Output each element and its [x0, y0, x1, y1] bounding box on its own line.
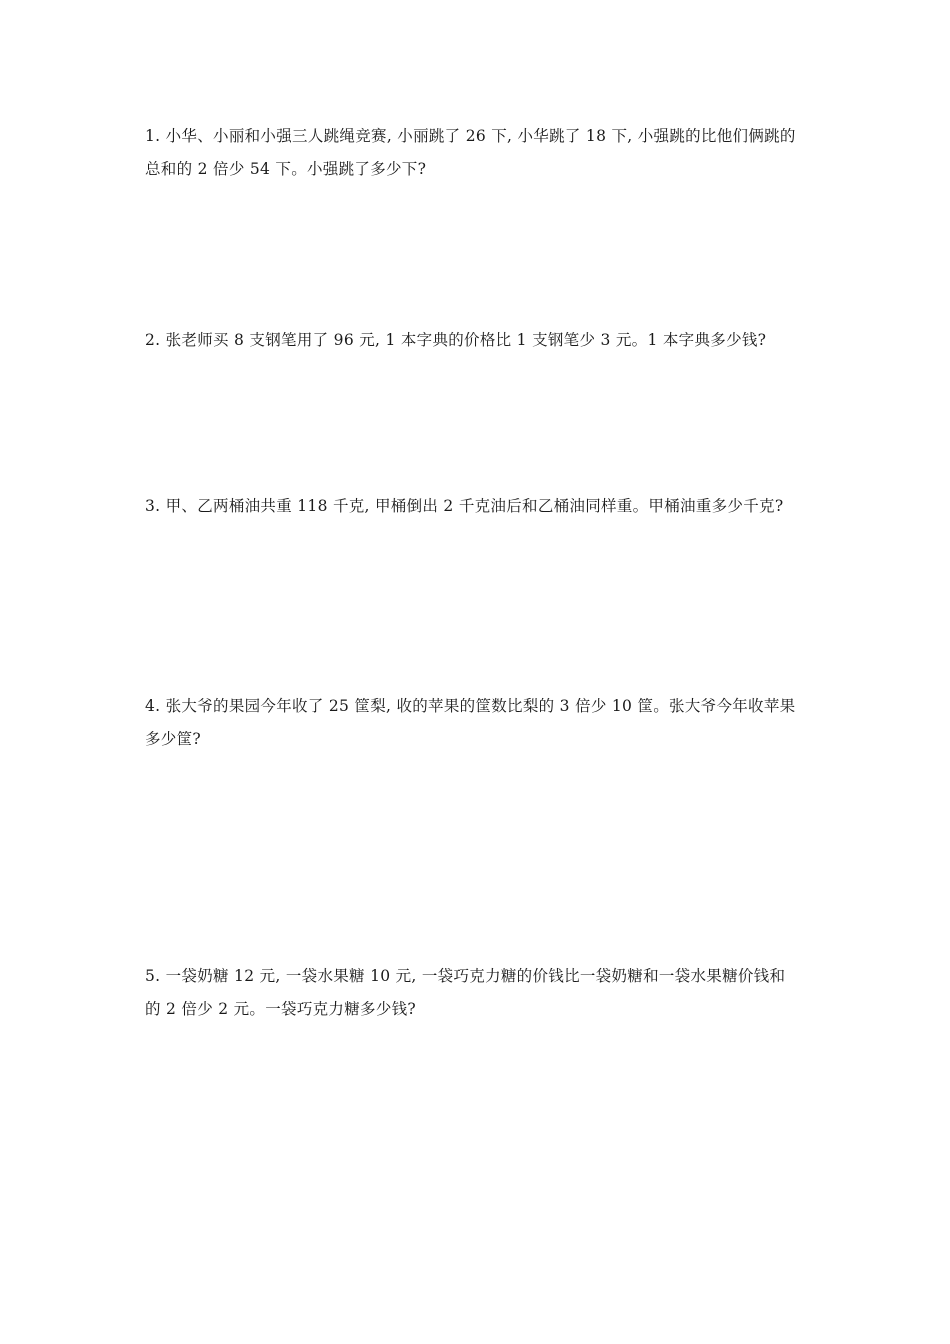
problem-4 [145, 690, 810, 756]
problem-1 [145, 120, 810, 186]
problem-5-line-1: 5. 一袋奶糖 12 元, 一袋水果糖 10 元, 一袋巧克力糖的价钱比一袋奶糖和一袋水果糖价钱和 [145, 967, 786, 985]
problem-1-line-2: 总和的 2 倍少 54 下。小强跳了多少下? [145, 160, 427, 178]
problem-1-line-1: 1. 小华、小丽和小强三人跳绳竞赛, 小丽跳了 26 下, 小华跳了 18 下, 小强跳的比他们俩跳的 [145, 127, 796, 145]
problem-2-line-1: 2. 张老师买 8 支钢笔用了 96 元, 1 本字典的价格比 1 支钢笔少 3 元。1 本字典多少钱? [145, 331, 767, 349]
problem-3 [145, 490, 810, 523]
problem-4-line-2: 多少筐? [145, 730, 202, 748]
problem-4-line-1: 4. 张大爷的果园今年收了 25 筐梨, 收的苹果的筐数比梨的 3 倍少 10 筐。张大爷今年收苹果 [145, 697, 796, 715]
problem-3-line-1: 3. 甲、乙两桶油共重 118 千克, 甲桶倒出 2 千克油后和乙桶油同样重。甲桶油重多少千克? [145, 497, 784, 515]
problem-2 [145, 324, 810, 357]
problem-5-line-2: 的 2 倍少 2 元。一袋巧克力糖多少钱? [145, 1000, 417, 1018]
problem-5 [145, 960, 810, 1026]
